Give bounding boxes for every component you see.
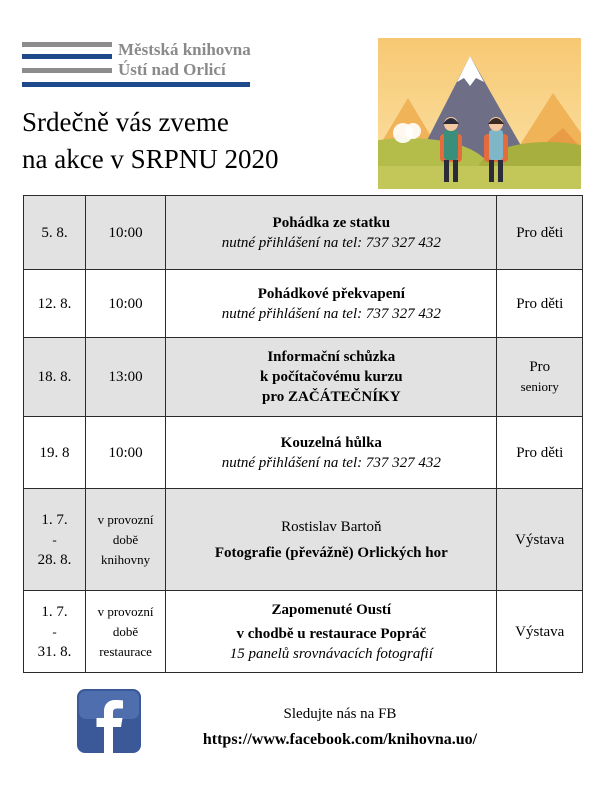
- table-row: [24, 270, 583, 338]
- event-title-line: v chodbě u restaurace Popráč: [236, 625, 427, 642]
- event-note: nutné přihlášení na tel: 737 327 432: [221, 305, 441, 322]
- logo-gray-bar: [22, 68, 112, 73]
- event-title-line: Zapomenuté Oustí: [271, 601, 392, 618]
- event-time: 10:00: [85, 270, 165, 338]
- event-time-line: knihovny: [101, 551, 151, 567]
- event-date-line: 1. 7.: [41, 511, 68, 528]
- event-audience-line: seniory: [520, 379, 559, 394]
- logo-blue-underline: [22, 82, 250, 87]
- event-date-line: 1. 7.: [41, 603, 68, 620]
- event-description: [166, 196, 497, 270]
- event-title-line: k počítačovému kurzu: [260, 369, 403, 385]
- event-audience: Pro děti: [497, 196, 583, 270]
- event-audience: Výstava: [497, 489, 583, 591]
- event-audience: Pro děti: [497, 417, 583, 489]
- table-row: [24, 338, 583, 417]
- library-logo: [22, 40, 284, 92]
- event-audience: Výstava: [497, 591, 583, 673]
- heading-line1: Srdečně vás zveme: [22, 107, 229, 137]
- event-date: 18. 8.: [24, 338, 86, 417]
- event-audience-line: Pro: [529, 359, 551, 375]
- event-date-line: -: [52, 531, 57, 547]
- facebook-follow-text: Sledujte nás na FB: [283, 706, 397, 722]
- event-description: [166, 270, 497, 338]
- table-row: [24, 417, 583, 489]
- logo-name-line2: Ústí nad Orlicí: [118, 60, 226, 79]
- event-time: 10:00: [85, 417, 165, 489]
- event-date: 12. 8.: [24, 270, 86, 338]
- event-title-line: pro ZAČÁTEČNÍKY: [262, 389, 401, 405]
- event-title-line: Informační schůzka: [267, 349, 396, 365]
- event-title: Pohádka ze statku: [272, 214, 391, 231]
- event-date-line: 31. 8.: [37, 643, 72, 660]
- table-row: [24, 196, 583, 270]
- event-audience: Pro děti: [497, 270, 583, 338]
- table-row: [24, 591, 583, 673]
- event-time: 10:00: [85, 196, 165, 270]
- event-date-line: 28. 8.: [37, 551, 72, 568]
- event-time-line: restaurace: [99, 643, 152, 659]
- event-description: [166, 338, 497, 417]
- event-time: 13:00: [85, 338, 165, 417]
- event-description: [166, 417, 497, 489]
- heading-line2: na akce v SRPNU 2020: [22, 144, 279, 174]
- event-note: 15 panelů srovnávacích fotografií: [229, 645, 433, 662]
- table-row: [24, 489, 583, 591]
- event-time-line: době: [112, 623, 139, 639]
- event-time-line: v provozní: [97, 511, 154, 527]
- event-time-line: v provozní: [97, 603, 154, 619]
- event-time-line: době: [112, 531, 139, 547]
- event-note: nutné přihlášení na tel: 737 327 432: [221, 234, 441, 251]
- event-date-range: [24, 489, 86, 591]
- event-title: Fotografie (převážně) Orlických hor: [214, 544, 448, 561]
- logo-blue-bar: [22, 54, 112, 59]
- event-date: 5. 8.: [24, 196, 86, 270]
- facebook-url-link[interactable]: https://www.facebook.com/knihovna.uo/: [202, 731, 478, 748]
- event-author: Rostislav Bartoň: [281, 518, 382, 535]
- facebook-icon[interactable]: [77, 689, 141, 753]
- event-title: Pohádkové překvapení: [257, 285, 405, 302]
- event-date-range: [24, 591, 86, 673]
- event-time: [85, 591, 165, 673]
- event-time: [85, 489, 165, 591]
- logo-gray-bar: [22, 42, 112, 47]
- event-date-line: -: [52, 623, 57, 639]
- event-title: Kouzelná hůlka: [280, 434, 382, 451]
- event-note: nutné přihlášení na tel: 737 327 432: [221, 454, 441, 471]
- event-description: [166, 591, 497, 673]
- hikers-illustration: [378, 38, 581, 189]
- events-table: [23, 195, 583, 673]
- page-heading: [22, 104, 278, 178]
- event-description: [166, 489, 497, 591]
- event-date: 19. 8: [24, 417, 86, 489]
- event-audience: [497, 338, 583, 417]
- logo-name-line1: Městská knihovna: [118, 40, 251, 59]
